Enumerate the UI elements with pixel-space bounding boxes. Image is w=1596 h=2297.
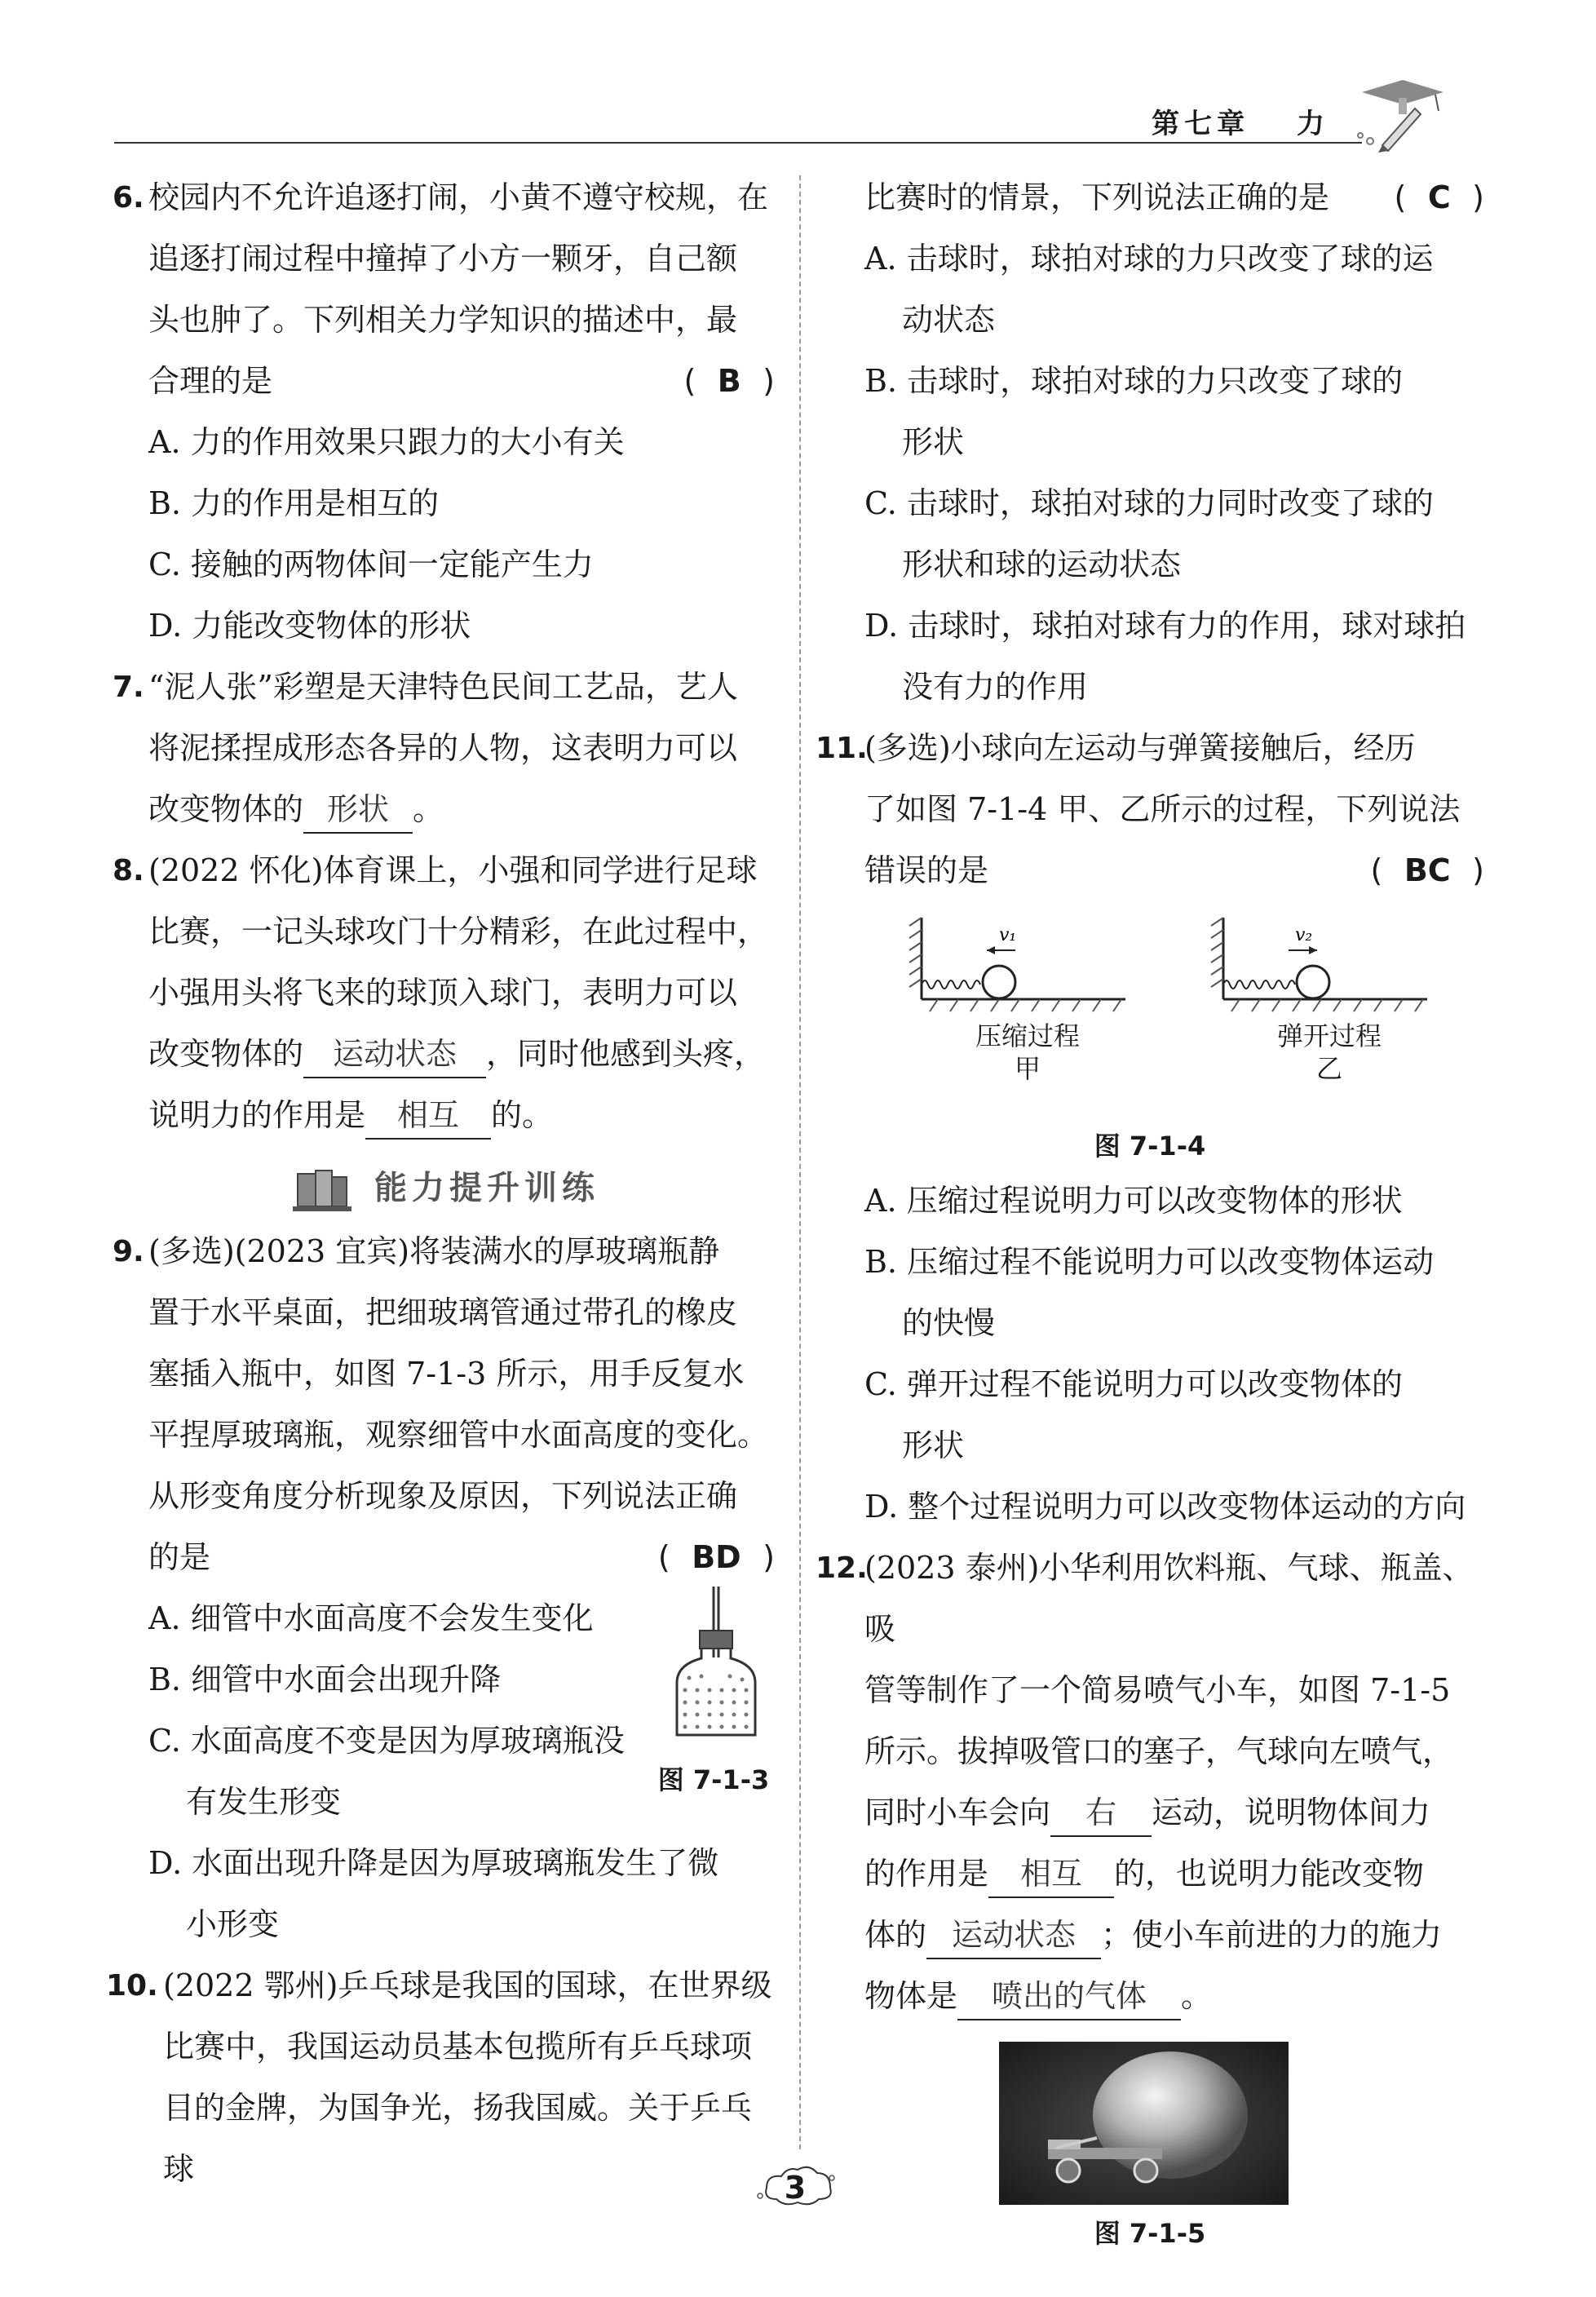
question-text: 改变物体的 (148, 1036, 304, 1072)
option: D. 整个过程说明力可以改变物体运动的方向 (864, 1489, 1466, 1525)
answer: BC (1404, 852, 1451, 888)
column-divider (799, 175, 801, 2149)
option (864, 1232, 1484, 1354)
option: B. 细管中水面会出现升降 (148, 1662, 502, 1697)
option: C. 接触的两物体间一定能产生力 (148, 547, 594, 582)
figure-caption: 图 7-1-4 (1094, 1131, 1206, 1162)
question-text: 合理的是 (148, 363, 273, 399)
question-text: 比赛时的情景，下列说法正确的是 (864, 179, 1330, 215)
option-text: C. 水面高度不变是因为厚玻璃瓶没 (148, 1723, 625, 1759)
figure-sublabel (1240, 1020, 1419, 1085)
question-text-line (864, 1905, 1484, 1966)
option: D. 力能改变物体的形状 (148, 608, 471, 644)
question-text-line: 将泥揉捏成形态各异的人物，这表明力可以 (148, 730, 738, 766)
question-text-line: 置于水平桌面，把细玻璃管通过带孔的橡皮 (148, 1295, 738, 1330)
question-text: 。 (1181, 1978, 1213, 2014)
option-text: 没有力的作用 (902, 669, 1089, 705)
page-number-text: 3 (784, 2170, 807, 2206)
chapter-label: 第七章 (1152, 108, 1250, 140)
figure-7-1-3 (652, 1580, 775, 1796)
question-number: 11. (816, 732, 868, 765)
question-text-line: (多选)(2023 宜宾)将装满水的厚玻璃瓶静 (148, 1233, 720, 1269)
question-number: 9. (113, 1235, 144, 1268)
question-number: 8. (113, 854, 144, 887)
question-text: 的。 (491, 1097, 554, 1133)
question-12 (816, 1538, 1484, 2027)
figure-7-1-5 (999, 2042, 1289, 2205)
question-text: 错误的是 (864, 852, 989, 888)
question-9 (114, 1221, 775, 1588)
figure-caption: 图 7-1-5 (1094, 2218, 1206, 2249)
question-text-line: 比赛中，我国运动员基本包揽所有乒乓球项 (163, 2029, 753, 2065)
question-text-line: 头也肿了。下列相关力学知识的描述中，最 (148, 302, 738, 338)
question-text-line (864, 1782, 1484, 1843)
section-title: 能力提升训练 (374, 1169, 600, 1207)
question-text: ；使小车前进的力的施力 (1101, 1917, 1443, 1953)
question-text-line: 小强用头将飞来的球顶入球门，表明力可以 (148, 975, 738, 1011)
question-6 (114, 167, 775, 412)
velocity-label: v₂ (1295, 925, 1313, 945)
books-icon (290, 1164, 355, 1213)
page-header (114, 96, 1452, 145)
option (864, 595, 1484, 718)
spring-compress-diagram (905, 910, 1142, 1032)
option: A. 力的作用效果只跟力的大小有关 (148, 424, 625, 460)
answer-blank: 喷出的气体 (957, 1973, 1181, 2020)
question-text-line (148, 1024, 775, 1085)
option (864, 228, 1484, 351)
spring-release-diagram (1207, 910, 1443, 1032)
question-text-line (148, 351, 775, 412)
option: A. 细管中水面高度不会发生变化 (148, 1600, 594, 1636)
question-text-line: 追逐打闹过程中撞掉了小方一颗牙，自己额 (148, 241, 738, 277)
question-7 (114, 657, 775, 840)
question-9-options (114, 1588, 775, 1955)
balloon-car-photo (999, 2042, 1289, 2205)
option-text: C. 击球时，球拍对球的力同时改变了球的 (864, 485, 1434, 521)
question-11-options (816, 1171, 1484, 1538)
option-text: 形状 (902, 1427, 965, 1463)
option (114, 1833, 775, 1955)
velocity-label: v₁ (999, 925, 1017, 945)
question-text: 物体是 (864, 1978, 958, 2014)
question-text: 的是 (148, 1539, 211, 1575)
question-10-continuation (816, 167, 1484, 228)
answer-blank: 运动状态 (303, 1031, 486, 1078)
question-text-line: 比赛，一记头球攻门十分精彩，在此过程中， (148, 914, 769, 949)
option (864, 351, 1484, 473)
answer-blank: 相互 (365, 1092, 491, 1140)
option-text: 动状态 (902, 302, 996, 338)
question-text-line: (2022 鄂州)乒乓球是我国的国球，在世界级 (163, 1967, 772, 2003)
question-text-line (148, 779, 775, 840)
question-text-line: 从形变角度分析现象及原因，下列说法正确 (148, 1478, 738, 1514)
chapter-title (1152, 101, 1329, 141)
question-10-options (816, 228, 1484, 718)
question-text-line (148, 1085, 775, 1146)
question-text: 说明力的作用是 (148, 1097, 366, 1133)
question-text-line: 管等制作了一个简易喷气小车，如图 7-1-5 (864, 1672, 1451, 1708)
figure-label-yi: 乙 (1315, 1053, 1342, 1084)
question-text-line (864, 1843, 1484, 1905)
option (864, 473, 1484, 595)
pencil-cap-icon (1354, 72, 1452, 153)
question-text: 的，也说明力能改变物 (1114, 1856, 1425, 1892)
figure-7-1-4 (816, 910, 1484, 1122)
option-text: 小形变 (186, 1906, 280, 1942)
answer-blank: 形状 (303, 786, 413, 834)
option-text: 形状和球的运动状态 (902, 547, 1182, 582)
figure-label-release: 弹开过程 (1276, 1020, 1382, 1051)
figure-sublabel (938, 1020, 1117, 1085)
option: B. 力的作用是相互的 (148, 485, 440, 521)
question-number: 10. (106, 1969, 158, 2003)
option-text: D. 击球时，球拍对球有力的作用，球对球拍 (864, 608, 1466, 644)
page-number (750, 2163, 840, 2212)
header-rule (114, 142, 1362, 144)
section-heading (114, 1156, 775, 1215)
question-8 (114, 840, 775, 1146)
question-text: 改变物体的 (148, 791, 304, 827)
figure-label-jia: 甲 (1014, 1053, 1041, 1084)
answer-blank: 相互 (988, 1851, 1114, 1898)
answer: B (717, 363, 741, 399)
glass-bottle-illustration (652, 1580, 775, 1743)
question-text: 同时小车会向 (864, 1795, 1051, 1830)
answer-bracket: ( BD ) (657, 1539, 775, 1575)
question-number: 6. (113, 181, 144, 215)
option-text: B. 击球时，球拍对球的力只改变了球的 (864, 363, 1404, 399)
option-text: C. 弹开过程不能说明力可以改变物体的 (864, 1366, 1403, 1402)
option-text: D. 水面出现升降是因为厚玻璃瓶发生了微 (148, 1845, 719, 1881)
figure-label-compress: 压缩过程 (975, 1020, 1080, 1051)
question-text-line: 目的金牌，为国争光，扬我国威。关于乒乓球 (163, 2090, 753, 2187)
question-text: 运动，说明物体间力 (1152, 1795, 1431, 1830)
option-text: A. 击球时，球拍对球的力只改变了球的运 (864, 241, 1434, 277)
question-text-line: (2022 怀化)体育课上，小强和同学进行足球 (148, 852, 758, 888)
question-text: 体的 (864, 1917, 927, 1953)
question-text-line: 校园内不允许追逐打闹，小黄不遵守校规，在 (148, 179, 769, 215)
question-text-line: 塞插入瓶中，如图 7-1-3 所示，用手反复水 (148, 1356, 745, 1392)
left-column (106, 167, 775, 2200)
question-11 (816, 718, 1484, 901)
question-text: ，同时他感到头疼， (486, 1036, 766, 1072)
chapter-name: 力 (1297, 108, 1329, 140)
option (864, 1354, 1484, 1476)
question-number: 7. (113, 671, 144, 704)
answer-bracket: ( BC ) (1370, 852, 1484, 888)
option-text: B. 压缩过程不能说明力可以改变物体运动 (864, 1244, 1435, 1280)
answer-blank: 运动状态 (926, 1912, 1101, 1959)
question-text-line: 所示。拔掉吸管口的塞子，气球向左喷气， (864, 1733, 1454, 1769)
question-text-line: “泥人张”彩塑是天津特色民间工艺品，艺人 (148, 669, 738, 705)
option-text: 有发生形变 (186, 1784, 342, 1820)
answer: BD (692, 1539, 741, 1575)
question-text-line: (多选)小球向左运动与弹簧接触后，经历 (864, 730, 1416, 766)
figure-caption: 图 7-1-3 (657, 1764, 770, 1795)
question-10 (106, 1955, 775, 2200)
question-text-line: (2023 泰州)小华利用饮料瓶、气球、瓶盖、吸 (864, 1550, 1474, 1647)
answer-bracket: ( B ) (683, 363, 775, 399)
option-text: 形状 (902, 424, 965, 460)
question-text-line: 平捏厚玻璃瓶，观察细管中水面高度的变化。 (148, 1417, 769, 1453)
question-text-line (148, 1527, 775, 1588)
answer: C (1427, 179, 1451, 215)
answer-bracket: ( C ) (1394, 179, 1484, 215)
question-text: 的作用是 (864, 1856, 989, 1892)
question-text-line (864, 1966, 1484, 2027)
option: A. 压缩过程说明力可以改变物体的形状 (864, 1183, 1403, 1219)
question-text-line (864, 840, 1484, 901)
question-text: 。 (413, 791, 444, 827)
option-text: 的快慢 (902, 1305, 996, 1341)
right-column (816, 167, 1484, 2262)
answer-blank: 右 (1050, 1790, 1152, 1837)
question-number: 12. (816, 1551, 868, 1585)
question-text-line: 了如图 7-1-4 甲、乙所示的过程，下列说法 (864, 791, 1461, 827)
